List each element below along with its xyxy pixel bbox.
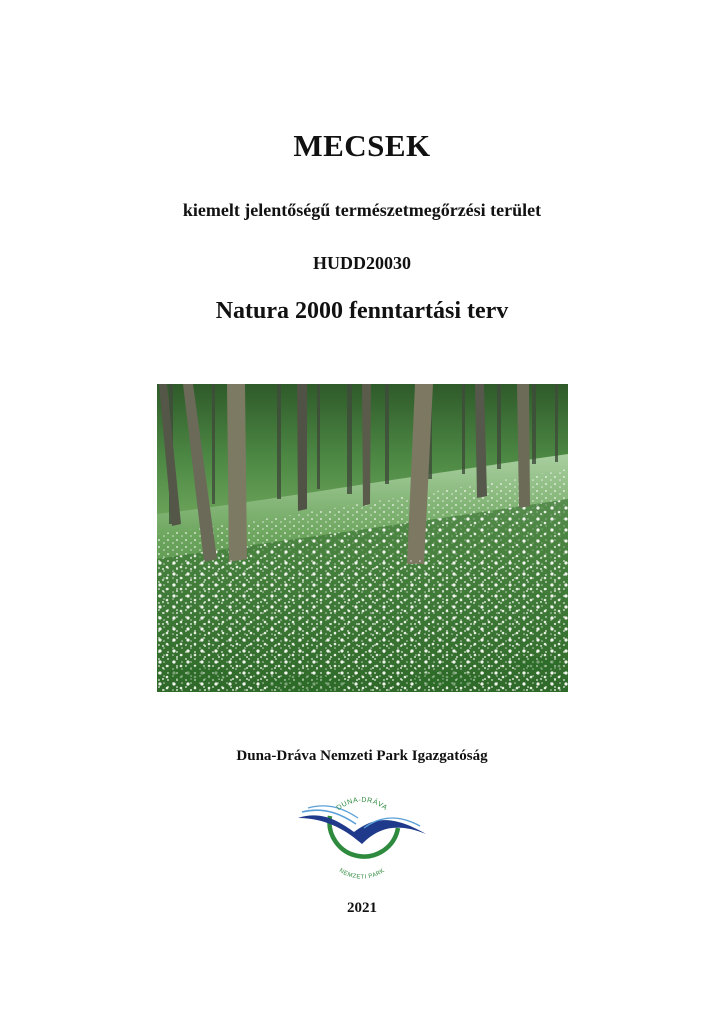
organization-name: Duna-Dráva Nemzeti Park Igazgatóság: [236, 748, 488, 764]
svg-text:NEMZETI PARK: [338, 868, 386, 881]
document-title: MECSEK: [293, 128, 431, 163]
plan-title: Natura 2000 fenntartási terv: [215, 298, 509, 324]
document-subtitle: kiemelt jelentőségű természetmegőrzési terület: [182, 200, 542, 220]
publication-year: 2021: [347, 900, 377, 916]
site-code: HUDD20030: [313, 253, 411, 273]
forest-wild-garlic-photo-icon: [157, 384, 568, 692]
logo-top-text: DUNA-DRÁVA: [335, 796, 389, 813]
logo-bottom-text: NEMZETI PARK: [337, 867, 387, 881]
duna-drava-nemzeti-park-logo-icon: [292, 782, 432, 886]
forest-photo: [157, 384, 568, 692]
park-logo: [292, 782, 432, 886]
